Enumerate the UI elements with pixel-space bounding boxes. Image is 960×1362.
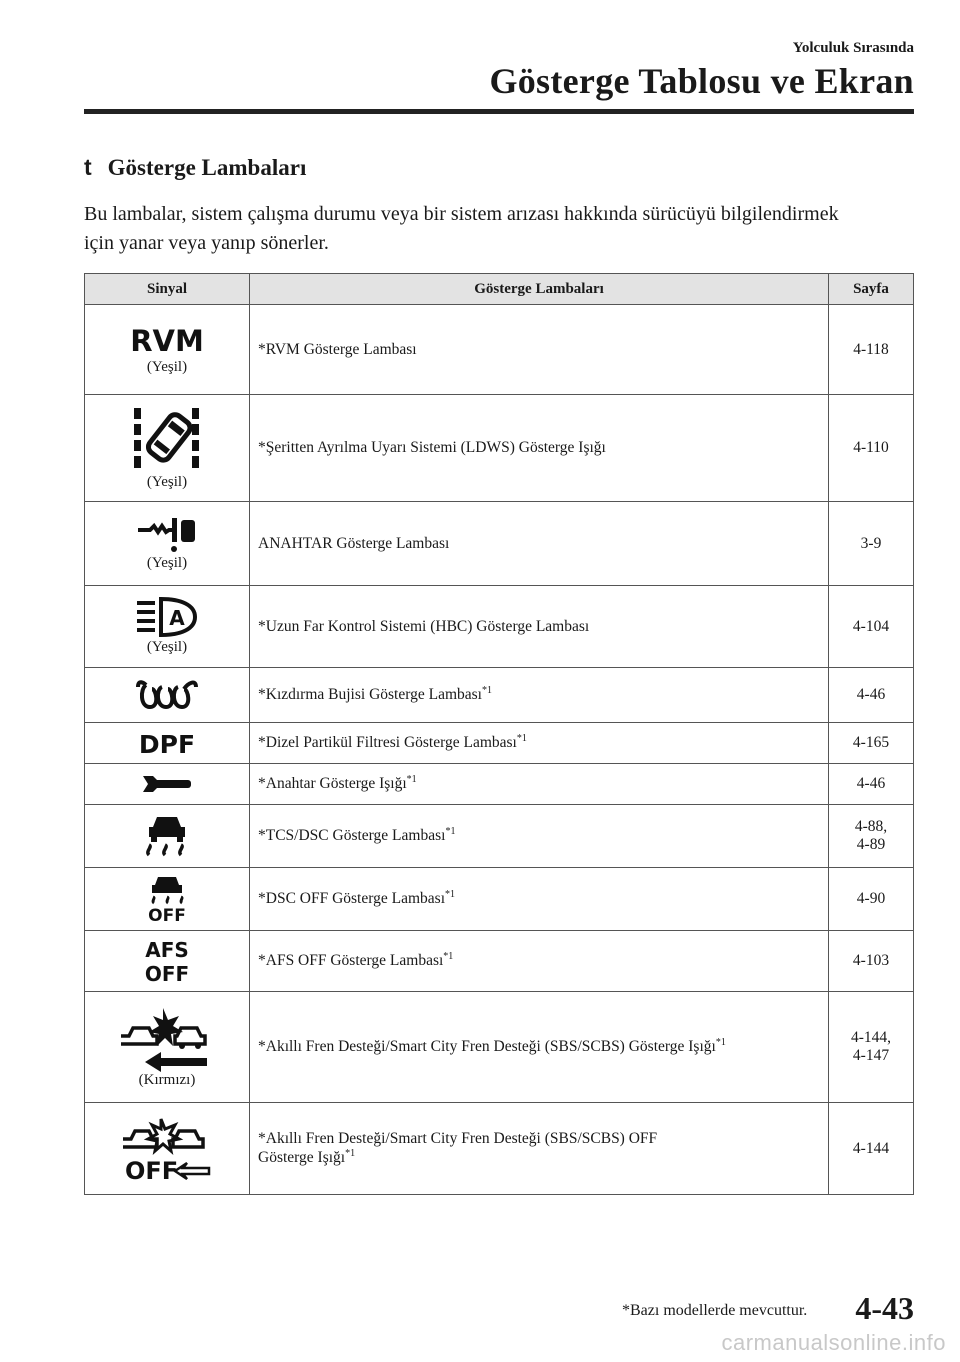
svg-text:OFF: OFF [148,906,186,926]
page-ref: 4-103 [829,931,914,992]
signal-cell [85,992,250,1103]
lamp-name: *TCS/DSC Gösterge Lambası$^{*1}$ [250,805,829,868]
afs-off-icon [142,937,192,985]
page-ref: 4-104 [829,586,914,668]
tcs-dsc-icon [143,813,191,859]
signal-cell [85,395,250,502]
page-ref: 4-46 [829,764,914,805]
intro-paragraph: Bu lambalar, sistem çalışma durumu veya bir sistem arızası hakkında sürücüyü bilgilendirmek için yanar veya yanıp sönerler. [84,203,839,254]
table-row [85,305,914,395]
color-label: (Yeşil) [146,639,188,655]
signal-cell [85,723,250,764]
signal-cell [85,805,250,868]
lane-departure-icon [132,406,202,472]
lamp-name: *Akıllı Fren Desteği/Smart City Fren Desteği (SBS/SCBS) OFF Gösterge Işığı$^{*1}$ [250,1103,829,1195]
svg-text:A: A [169,606,185,630]
table-row [85,992,914,1103]
section-title-text: Gösterge Lambaları [107,155,307,180]
signal-cell [85,764,250,805]
color-label: (Yeşil) [146,359,188,375]
signal-cell [85,586,250,668]
page-ref: 4-118 [829,305,914,395]
page-ref: 4-144, 4-147 [829,992,914,1103]
indicator-table [84,273,914,1195]
lamp-name: *Dizel Partikül Filtresi Gösterge Lambası$^{*1}$ [250,723,829,764]
table-row [85,805,914,868]
lamp-name: ANAHTAR Gösterge Lambası [250,502,829,586]
page-ref: 4-88, 4-89 [829,805,914,868]
lamp-name: *Anahtar Gösterge Işığı$^{*1}$ [250,764,829,805]
chapter-subtitle: Yolculuk Sırasında [792,40,914,56]
lamp-name: *Akıllı Fren Desteği/Smart City Fren Desteği (SBS/SCBS) Gösterge Işığı$^{*1}$ [250,992,829,1103]
lamp-name: *DSC OFF Gösterge Lambası$^{*1}$ [250,868,829,931]
color-label: (Yeşil) [146,473,188,490]
table-row [85,502,914,586]
lamp-name: *AFS OFF Gösterge Lambası$^{*1}$ [250,931,829,992]
lamp-name: *RVM Gösterge Lambası [250,305,829,395]
table-row [85,764,914,805]
sbs-brake-icon [119,1006,215,1070]
section-title [84,154,306,181]
key-icon [136,515,198,553]
table-row [85,395,914,502]
page-ref: 4-110 [829,395,914,502]
page-ref: 3-9 [829,502,914,586]
signal-cell [85,305,250,395]
svg-text:DPF: DPF [138,730,196,759]
signal-cell [85,931,250,992]
section-bullet: t [84,154,92,180]
svg-text:OFF: OFF [144,962,190,986]
svg-text:RVM: RVM [130,324,204,358]
signal-cell [85,1103,250,1195]
page-title: Gösterge Tablosu ve Ekran [489,61,914,101]
wrench-icon [141,773,193,795]
lamp-name: *Uzun Far Kontrol Sistemi (HBC) Gösterge Lambası [250,586,829,668]
page-ref: 4-165 [829,723,914,764]
watermark: carmanualsonline.info [721,1330,946,1355]
header-page: Sayfa [829,274,914,305]
glow-plug-icon [134,681,200,709]
rvm-icon [130,323,204,358]
signal-cell [85,502,250,586]
page-ref: 4-90 [829,868,914,931]
svg-text:AFS: AFS [145,938,189,962]
dpf-icon [132,729,202,757]
table-row [85,868,914,931]
table-row [85,586,914,668]
signal-cell [85,868,250,931]
table-row [85,931,914,992]
svg-text:OFF: OFF [125,1156,179,1185]
table-row [85,1103,914,1195]
color-label: (Yeşil) [146,555,188,571]
color-label: (Kırmızı) [138,1071,196,1088]
table-row [85,668,914,723]
page-ref: 4-144 [829,1103,914,1195]
header-signal: Sinyal [85,274,250,305]
signal-cell [85,668,250,723]
header-lamps: Gösterge Lambaları [250,274,829,305]
table-header-row [85,274,914,305]
header-rule [84,109,914,114]
table-row [85,723,914,764]
sbs-off-icon [121,1117,213,1185]
footnote: *Bazı modellerde mevcuttur. [622,1302,808,1319]
dsc-off-icon [141,875,193,926]
page-ref: 4-46 [829,668,914,723]
high-beam-auto-icon [135,597,199,637]
lamp-name: *Şeritten Ayrılma Uyarı Sistemi (LDWS) Gösterge Işığı [250,395,829,502]
lamp-name: *Kızdırma Bujisi Gösterge Lambası$^{*1}$ [250,668,829,723]
page-number: 4-43 [855,1290,914,1326]
